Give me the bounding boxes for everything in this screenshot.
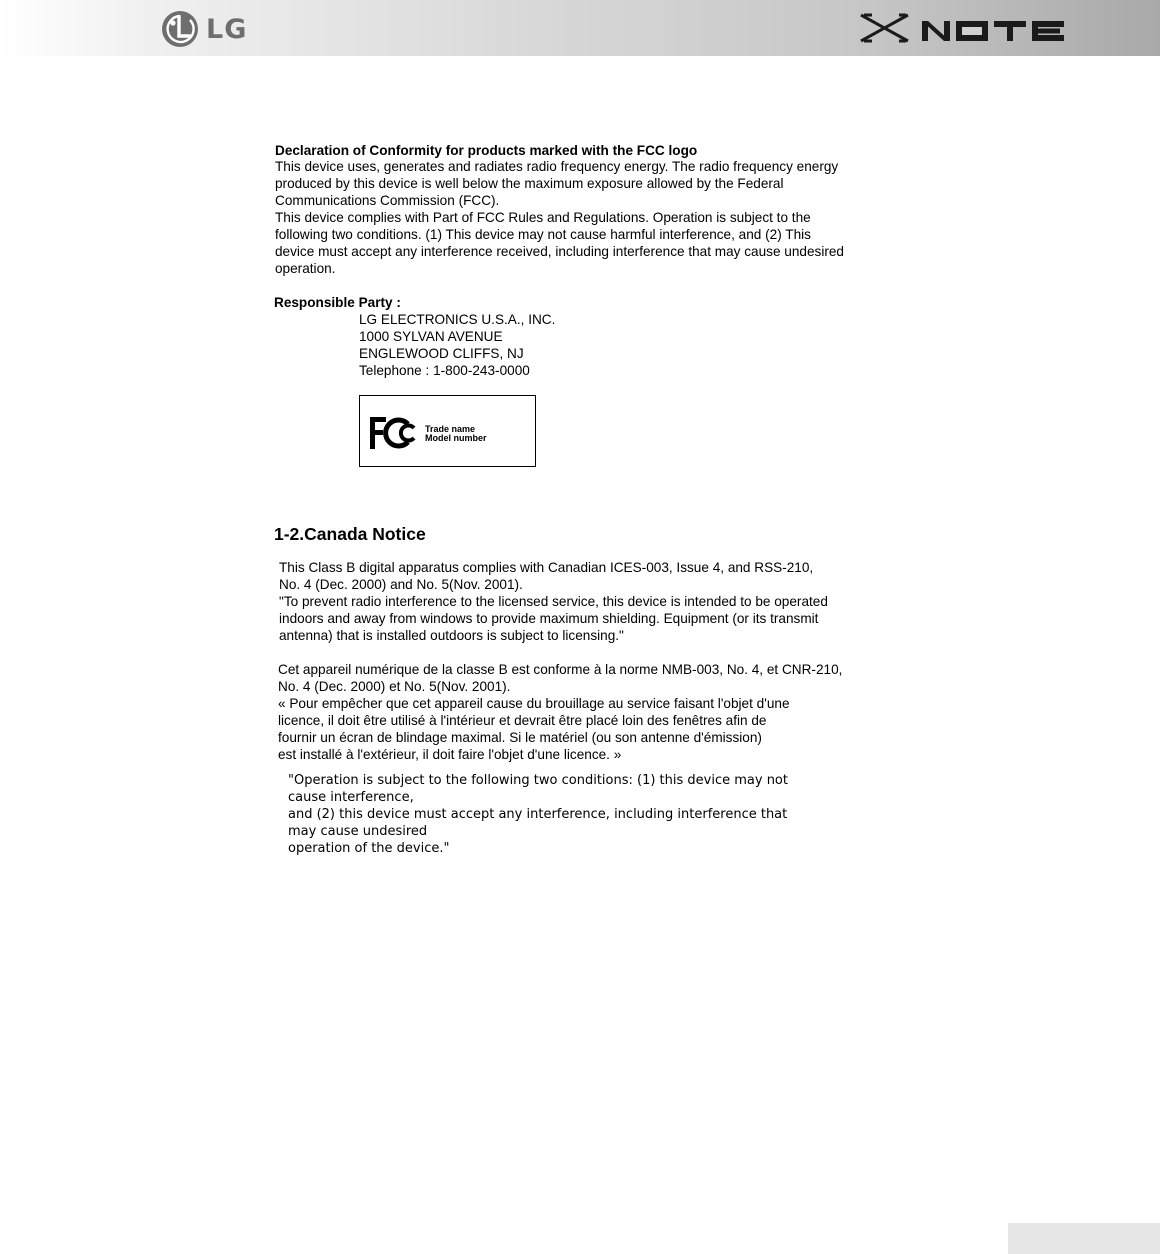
canada-french-line: licence, il doit être utilisé à l'intérieur et devrait être placé loin des fenêtres afin de <box>278 713 767 728</box>
lg-logo <box>160 8 247 50</box>
fcc-logo-icon <box>370 415 420 451</box>
fcc-line: device must accept any interference received, including interference that may cause undesired <box>275 244 844 259</box>
fcc-heading: Declaration of Conformity for products marked with the FCC logo <box>275 143 698 158</box>
conditions-line: cause interference, <box>288 790 414 805</box>
fcc-label-box <box>359 395 536 467</box>
trade-name-label: Trade name <box>425 424 476 434</box>
fcc-line: produced by this device is well below the maximum exposure allowed by the Federal <box>275 176 784 191</box>
fcc-label-text <box>425 425 487 443</box>
lg-face-icon <box>160 9 200 49</box>
address-line: 1000 SYLVAN AVENUE <box>359 329 503 344</box>
canada-french-line: « Pour empêcher que cet appareil cause du brouillage au service faisant l'objet d'une <box>278 696 790 711</box>
page-corner-tab <box>1008 1223 1160 1254</box>
canada-english-line: No. 4 (Dec. 2000) and No. 5(Nov. 2001). <box>279 577 523 592</box>
canada-french-line: fournir un écran de blindage maximal. Si le matériel (ou son antenne d'émission) <box>278 730 762 745</box>
fcc-line: This device complies with Part of FCC Rules and Regulations. Operation is subject to the <box>275 210 811 225</box>
address-line: Telephone : 1-800-243-0000 <box>359 363 530 378</box>
responsible-party-label: Responsible Party : <box>274 295 401 310</box>
fcc-line: following two conditions. (1) This device may not cause harmful interference, and (2) This <box>275 227 811 242</box>
canada-french-line: No. 4 (Dec. 2000) et No. 5(Nov. 2001). <box>278 679 511 694</box>
conditions-line: operation of the device." <box>288 841 450 856</box>
canada-notice-heading: 1-2.Canada Notice <box>274 524 426 544</box>
canada-french-line: est installé à l'extérieur, il doit faire l'objet d'une licence. » <box>278 747 622 762</box>
canada-english-line: This Class B digital apparatus complies with Canadian ICES-003, Issue 4, and RSS-210, <box>279 560 814 575</box>
xnote-logo-graphic <box>858 12 1066 44</box>
fcc-line: This device uses, generates and radiates radio frequency energy. The radio frequency energy <box>275 159 839 174</box>
address-line: ENGLEWOOD CLIFFS, NJ <box>359 346 524 361</box>
address-line: LG ELECTRONICS U.S.A., INC. <box>359 312 556 327</box>
fcc-line: operation. <box>275 261 336 276</box>
canada-english-line: antenna) that is installed outdoors is subject to licensing." <box>279 628 624 643</box>
canada-english-line: indoors and away from windows to provide maximum shielding. Equipment (or its transmit <box>279 611 819 626</box>
lg-logo-text: LG <box>206 13 248 45</box>
canada-french-line: Cet appareil numérique de la classe B est conforme à la norme NMB-003, No. 4, et CNR-210, <box>278 662 843 677</box>
fcc-line: Communications Commission (FCC). <box>275 193 500 208</box>
model-number-label: Model number <box>425 433 487 443</box>
conditions-line: may cause undesired <box>288 824 428 839</box>
conditions-line: and (2) this device must accept any interference, including interference that <box>288 807 788 822</box>
canada-english-line: "To prevent radio interference to the licensed service, this device is intended to be operated <box>279 594 828 609</box>
xnote-logo <box>858 12 1066 49</box>
page-header <box>0 0 1160 56</box>
conditions-line: "Operation is subject to the following two conditions: (1) this device may not <box>288 773 788 788</box>
